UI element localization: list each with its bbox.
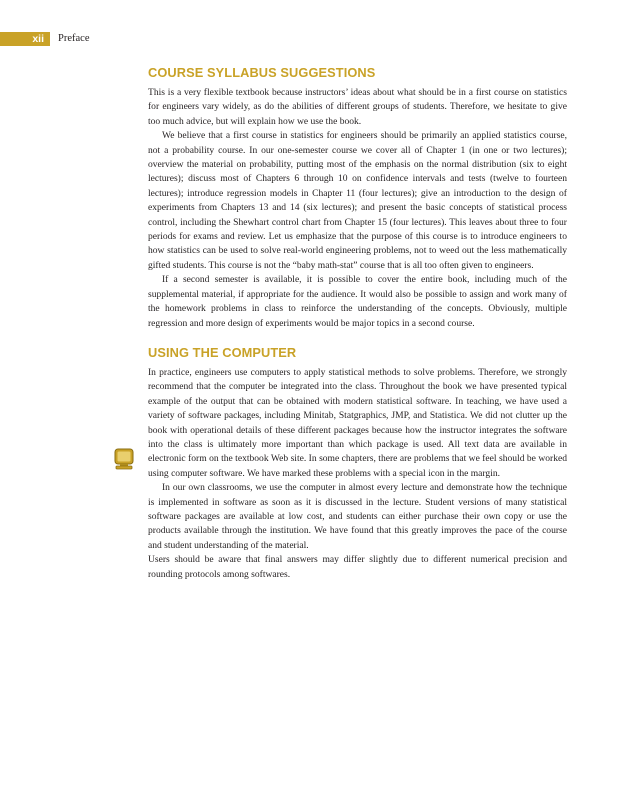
running-head: Preface <box>58 33 90 44</box>
page-number: xii <box>32 33 44 45</box>
section-heading: COURSE SYLLABUS SUGGESTIONS <box>148 65 376 80</box>
course-syllabus-section <box>148 64 567 331</box>
paragraph: This is a very flexible textbook because instructors’ ideas about what should be in a first course on statistics for engineers vary widely, as do the abilities of different groups of students. Therefore, we hesitate to give too much advice, but will explain how we use the book. <box>148 87 567 127</box>
paragraph: In our own classrooms, we use the computer in almost every lecture and demonstrate how the technique is implemented in software as soon as it is discussed in the lecture. Student versions of many statistical software packages are available at low cost, and students can either purchase their own copy or use the products available through the institution. We have found that this greatly improves the pace of the course and student understanding of the material. <box>148 482 567 551</box>
paragraph: Users should be aware that final answers may differ slightly due to different numerical precision and rounding protocols among softwares. <box>148 554 567 580</box>
section-heading: USING THE COMPUTER <box>148 344 297 360</box>
computer-icon <box>114 448 134 470</box>
paragraph: If a second semester is available, it is possible to cover the entire book, including much of the supplemental material, if appropriate for the audience. It would also be possible to assign and work many of the homework problems in class to reinforce the understanding of the concepts. Obviously, multiple regression and more design of experiments would be major topics in a second course. <box>148 274 567 329</box>
paragraph: We believe that a first course in statistics for engineers should be primarily an applied statistics course, not a probability course. In our one-semester course we cover all of Chapter 1 (in one or two lectures); overview the material on probability, putting most of the emphasis on the normal distribution (six to eight lectures); discuss most of Chapters 6 through 10 on confidence intervals and tests (twelve to fourteen lectures); introduce regression models in Chapter 11 (four lectures); give an introduction to the design of experiments from Chapters 13 and 14 (six lectures); and present the basic concepts of statistical process control, including the Shewhart control chart from Chapter 15 (four lectures). This leaves about three to four periods for exams and review. Let us emphasize that the purpose of this course is to introduce engineers to how statistics can be used to solve real-world engineering problems, not to weed out the less mathematically gifted students. This course is not the “baby math-stat” course that is all too often given to engineers. <box>148 130 567 271</box>
using-computer-section <box>148 344 567 582</box>
page-body <box>148 64 567 582</box>
paragraph: In practice, engineers use computers to apply statistical methods to solve problems. Therefore, we strongly recommend that the computer be integrated into the class. Throughout the book we have presented typical example of the output that can be obtained with modern statistical software. In teaching, we have used a variety of software packages, including Minitab, Statgraphics, JMP, and Statistica. We did not clutter up the book with operational details of these different packages because how the instructor integrates the software into the class is ultimately more important than which package is used. All text data are available in electronic form on the textbook Web site. In some chapters, there are problems that we feel should be worked using computer software. We have marked these problems with a special icon in the margin. <box>148 366 567 479</box>
